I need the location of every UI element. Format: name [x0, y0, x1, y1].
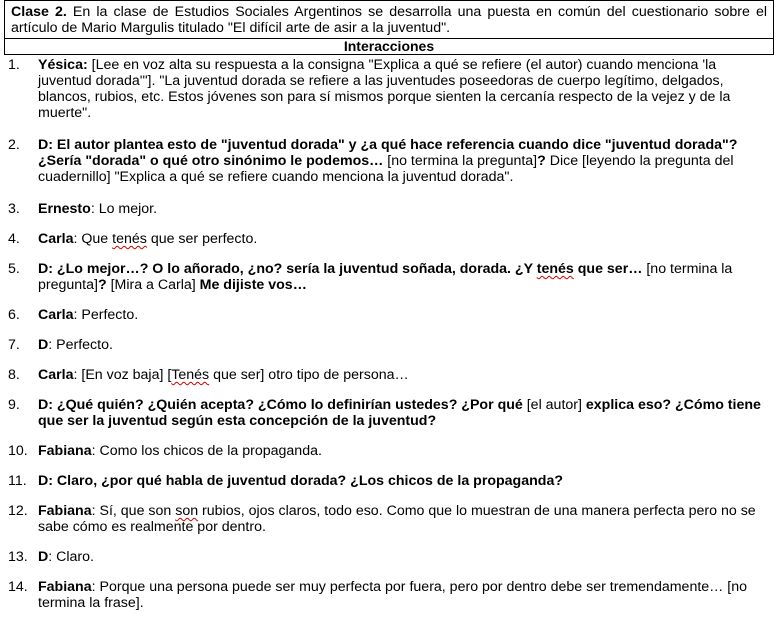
turn-number: 3. — [8, 201, 20, 217]
flagged-word: tenés — [112, 231, 147, 247]
stage-note: [el autor] — [526, 397, 582, 413]
utterance: : Sí, que son — [91, 503, 176, 519]
turn-text — [38, 201, 770, 217]
utterance: Me dijiste vos… — [199, 277, 307, 293]
speaker: D — [38, 337, 49, 353]
turn-3 — [8, 201, 770, 217]
interactions-list — [4, 57, 774, 611]
stage-note: [no termina la pregunta] — [38, 261, 733, 293]
speaker: Fabiana — [38, 503, 92, 519]
flagged-word: tenés — [536, 261, 574, 277]
turn-4 — [8, 231, 770, 247]
turn-number: 13. — [8, 549, 28, 565]
utterance: ? — [97, 277, 107, 293]
flagged-word: son — [175, 503, 199, 519]
class-header-lead: Clase 2. — [11, 4, 67, 20]
turn-2 — [8, 137, 770, 185]
turn-11 — [8, 473, 770, 489]
utterance: : Claro. — [48, 549, 94, 565]
turn-number: 1. — [8, 57, 20, 73]
turn-12 — [8, 503, 770, 535]
class-header-text: En la clase de Estudios Sociales Argentinos se desarrolla una puesta en común del cuestionario sobre el artículo de Mario Margulis titulado "El difícil arte de asir a la juventud". — [11, 4, 767, 36]
utterance: : Lo mejor. — [90, 201, 158, 217]
turn-13 — [8, 549, 770, 565]
turn-number: 7. — [8, 337, 20, 353]
turn-text — [38, 261, 770, 293]
turn-text — [38, 307, 770, 323]
utterance: : Perfecto. — [48, 337, 113, 353]
utterance: rubios, ojos claros, todo eso. Como que lo muestran de una manera perfecta pero no se sabe cómo es realmente por dentro. — [38, 503, 756, 535]
utterance: ¿Qué quién? ¿Quién acepta? ¿Cómo lo definirían ustedes? ¿Por qué — [52, 397, 527, 413]
turn-7 — [8, 337, 770, 353]
turn-6 — [8, 307, 770, 323]
utterance: que ser perfecto. — [146, 231, 258, 247]
turn-text — [38, 579, 770, 611]
stage-note: Dice [leyendo la pregunta del cuadernillo] "Explica a qué se refiere cuando menciona la juventud dorada". — [38, 153, 734, 185]
turn-number: 12. — [8, 503, 28, 519]
utterance: : Que — [73, 231, 113, 247]
stage-note: [no termina la pregunta] — [383, 153, 538, 169]
column-title: Interacciones — [4, 39, 774, 55]
turn-number: 14. — [8, 579, 28, 595]
turn-number: 8. — [8, 367, 20, 383]
utterance: que ser] otro tipo de persona… — [209, 367, 409, 383]
class-header — [4, 0, 774, 39]
flagged-word: Tenés — [171, 367, 210, 383]
speaker: Yésica: — [38, 57, 88, 73]
speaker: D: — [38, 137, 53, 153]
utterance: El autor plantea esto de "juventud dorada" y ¿a qué hace referencia cuando dice "juventud dorada"? ¿Sería "dorada" o qué otro sinónimo le podemos… — [38, 137, 738, 169]
utterance: ? — [537, 153, 546, 169]
turn-9 — [8, 397, 770, 429]
speaker: Carla — [38, 231, 74, 247]
turn-8 — [8, 367, 770, 383]
utterance: Claro, ¿por qué habla de juventud dorada? ¿Los chicos de la propaganda? — [52, 473, 564, 489]
turn-number: 5. — [8, 261, 20, 277]
document — [4, 0, 774, 611]
utterance: : Como los chicos de la propaganda. — [91, 443, 322, 459]
turn-number: 11. — [8, 473, 27, 489]
turn-text — [38, 443, 770, 459]
turn-text — [38, 549, 770, 565]
turn-text — [38, 503, 770, 535]
speaker: D — [38, 549, 49, 565]
turn-10 — [8, 443, 770, 459]
turn-text — [38, 367, 770, 383]
speaker: Fabiana — [38, 579, 92, 595]
turn-text — [38, 57, 770, 121]
turn-text — [38, 473, 770, 489]
speaker: Fabiana — [38, 443, 92, 459]
speaker: D: — [38, 397, 53, 413]
turn-text — [38, 397, 770, 429]
turn-14 — [8, 579, 770, 611]
turn-number: 6. — [8, 307, 20, 323]
speaker: D: — [38, 473, 53, 489]
turn-text — [38, 337, 770, 353]
utterance: explica eso? ¿Cómo tiene que ser la juventud según esta concepción de la juventud? — [38, 397, 761, 429]
speaker: Carla — [38, 367, 74, 383]
turn-number: 9. — [8, 397, 20, 413]
utterance: [Lee en voz alta su respuesta a la consigna "Explica a qué se refiere (el autor) cuando menciona 'la juventud dorada'"]. "La juventud dorada se refiere a las juventudes poseedoras de cuerpo legítimo, delgados, blancos, rubios, etc. Estos jóvenes son para sí mismos porque sienten la cercanía respecto de la vejez y de la muerte". — [38, 57, 731, 121]
turn-text — [38, 231, 770, 247]
speaker: Ernesto — [38, 201, 91, 217]
turn-number: 10. — [8, 443, 28, 459]
turn-number: 4. — [8, 231, 20, 247]
speaker: D: — [38, 261, 53, 277]
utterance: : Perfecto. — [73, 307, 139, 323]
utterance: : [En voz baja] [ — [73, 367, 172, 383]
turn-1 — [8, 57, 770, 121]
turn-5 — [8, 261, 770, 293]
stage-note: [Mira a Carla] — [106, 277, 200, 293]
turn-text — [38, 137, 770, 185]
utterance: : Porque una persona puede ser muy perfecta por fuera, pero por dentro debe ser tremendamente… [no termina la frase]. — [38, 579, 748, 611]
turn-number: 2. — [8, 137, 20, 153]
speaker: Carla — [38, 307, 74, 323]
utterance: ¿Lo mejor…? O lo añorado, ¿no? sería la juventud soñada, dorada. ¿Y — [52, 261, 537, 277]
utterance: que ser… — [573, 261, 643, 277]
